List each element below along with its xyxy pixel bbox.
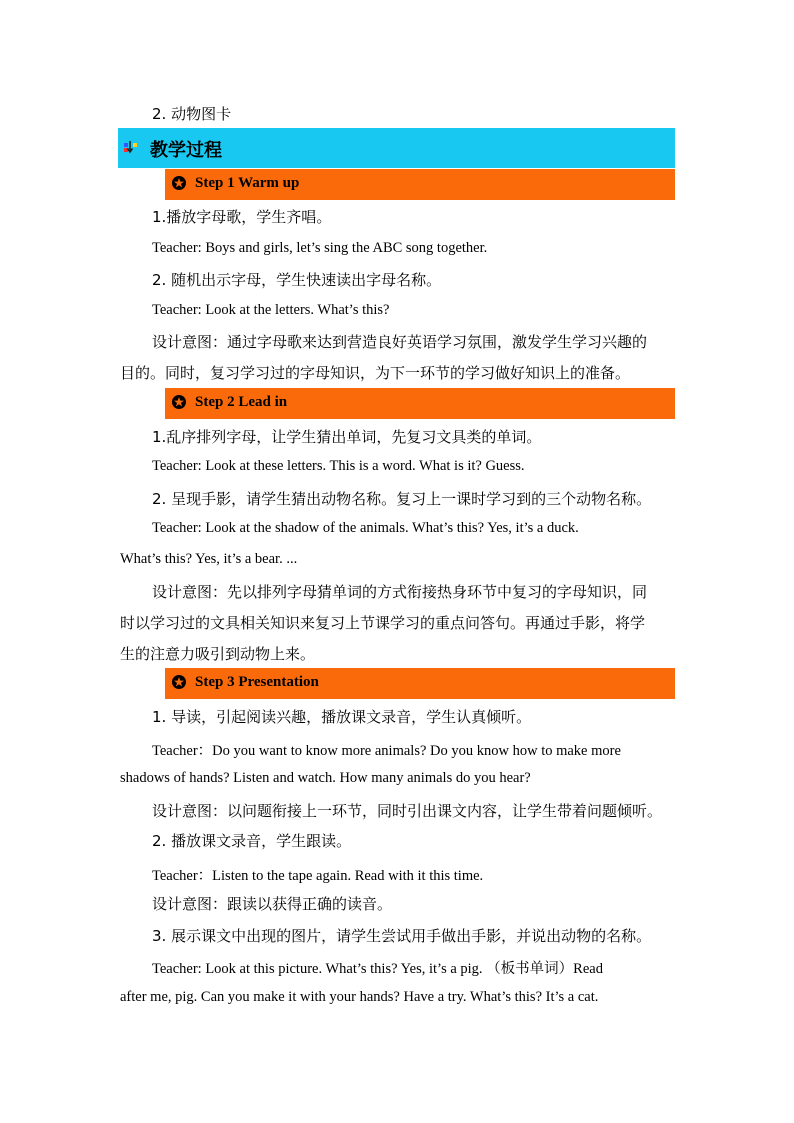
- star-circle-icon: [171, 674, 187, 690]
- paragraph-line: Teacher: Boys and girls, let’s sing the ABC song together.: [152, 240, 488, 256]
- paragraph-line: 2. 随机出示字母，学生快速读出字母名称。: [152, 271, 442, 289]
- paragraph-line: 设计意图：跟读以获得正确的读音。: [152, 895, 393, 913]
- paragraph-line: Teacher: Look at these letters. This is a word. What is it? Guess.: [152, 458, 525, 474]
- step-1-label: Step 1 Warm up: [195, 175, 300, 191]
- paragraph-line: Teacher: Look at the shadow of the animals. What’s this? Yes, it’s a duck.: [152, 520, 579, 536]
- step-header-3: [165, 668, 675, 699]
- paragraph-line: 设计意图：先以排列字母猜单词的方式衔接热身环节中复习的字母知识，同: [152, 583, 648, 601]
- step-header-2: [165, 388, 675, 419]
- paragraph-line: 1. 导读，引起阅读兴趣，播放课文录音，学生认真倾听。: [152, 708, 532, 726]
- paragraph-line: 1.乱序排列字母，让学生猜出单词，先复习文具类的单词。: [152, 428, 542, 446]
- step-2-label: Step 2 Lead in: [195, 394, 288, 410]
- paragraph-line: Teacher: Look at the letters. What’s this?: [152, 302, 390, 318]
- star-circle-icon: [171, 394, 187, 410]
- paragraph-line: Teacher: Look at this picture. What’s this? Yes, it’s a pig. （板书单词）Read: [152, 961, 603, 977]
- step-header-1: [165, 169, 675, 200]
- paragraph-line: 2. 播放课文录音，学生跟读。: [152, 832, 352, 850]
- paragraph-line: shadows of hands? Listen and watch. How many animals do you hear?: [120, 770, 531, 786]
- paragraph-line: What’s this? Yes, it’s a bear. ...: [120, 551, 298, 567]
- paragraph-line: 生的注意力吸引到动物上来。: [120, 645, 316, 663]
- step-3-label: Step 3 Presentation: [195, 674, 319, 690]
- colored-blocks-arrow-icon: [123, 140, 139, 156]
- paragraph-line: after me, pig. Can you make it with your hands? Have a try. What’s this? It’s a cat.: [120, 989, 599, 1005]
- paragraph-line: 时以学习过的文具相关知识来复习上节课学习的重点问答句。再通过手影，将学: [120, 614, 646, 632]
- star-circle-icon: [171, 175, 187, 191]
- paragraph-line: 目的。同时，复习学习过的字母知识，为下一环节的学习做好知识上的准备。: [120, 364, 631, 382]
- section-header-teaching-process: [118, 128, 675, 168]
- section-title: 教学过程: [150, 140, 222, 161]
- paragraph-line: 设计意图：通过字母歌来达到营造良好英语学习氛围，激发学生学习兴趣的: [152, 333, 648, 351]
- paragraph-line: 2. 呈现手影，请学生猜出动物名称。复习上一课时学习到的三个动物名称。: [152, 490, 652, 508]
- paragraph-line: Teacher：Listen to the tape again. Read with it this time.: [152, 868, 484, 884]
- paragraph-line: 3. 展示课文中出现的图片，请学生尝试用手做出手影，并说出动物的名称。: [152, 927, 652, 945]
- materials-item-2: 2. 动物图卡: [152, 105, 232, 123]
- paragraph-line: 设计意图：以问题衔接上一环节，同时引出课文内容，让学生带着问题倾听。: [152, 802, 663, 820]
- paragraph-line: Teacher：Do you want to know more animals? Do you know how to make more: [152, 743, 621, 759]
- paragraph-line: 1.播放字母歌，学生齐唱。: [152, 208, 332, 226]
